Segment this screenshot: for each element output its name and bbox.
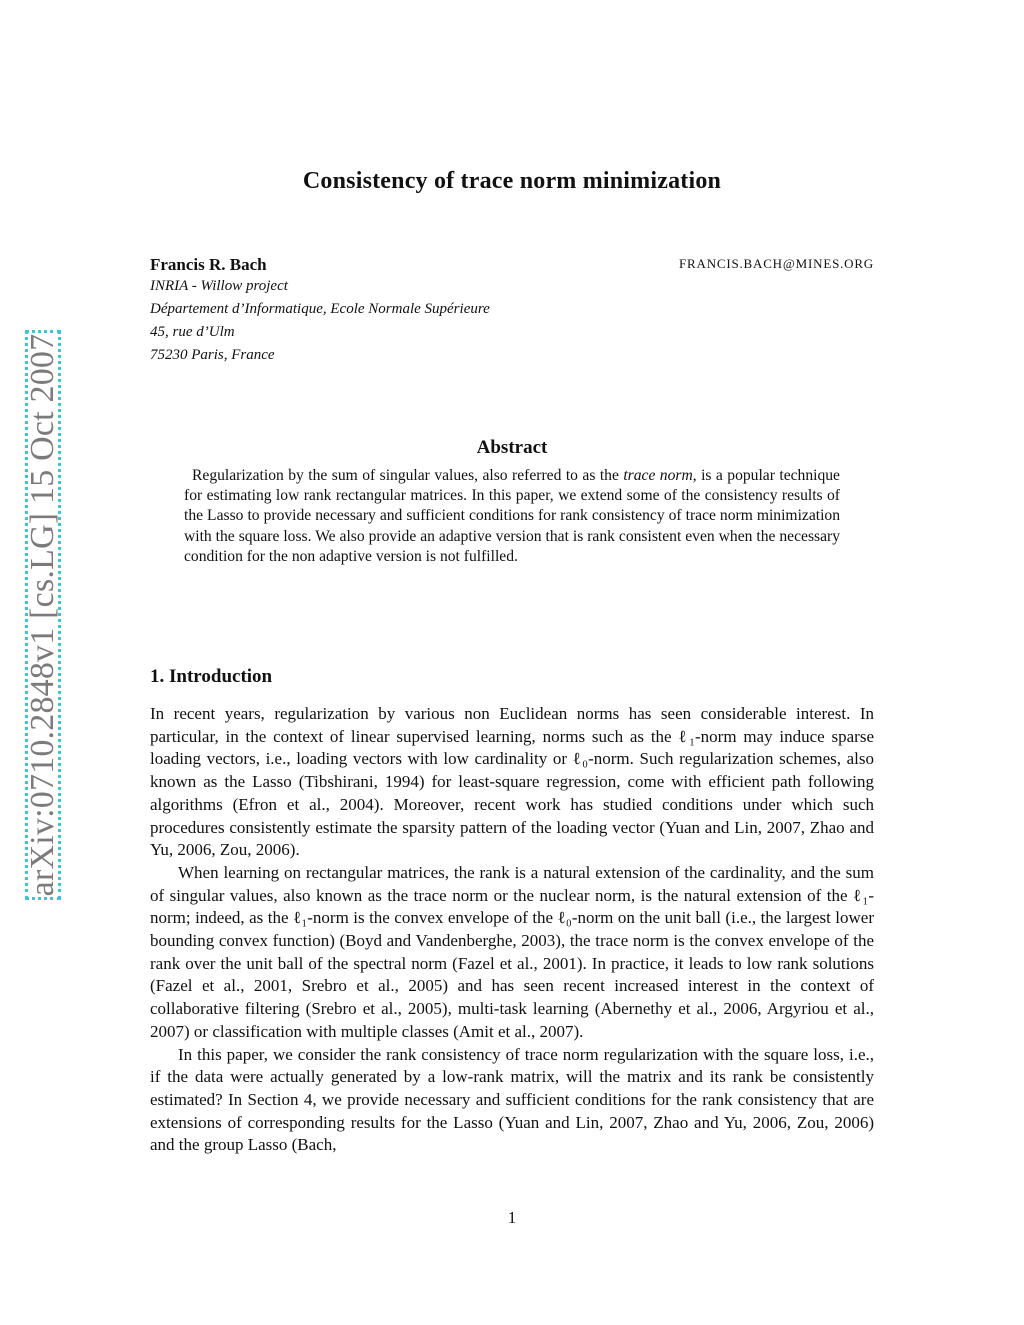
abstract-emphasis: trace norm (623, 467, 693, 484)
affiliation-line: Département d’Informatique, Ecole Normale Supérieure (150, 301, 490, 317)
author-block (150, 255, 874, 367)
arxiv-identifier: arXiv:0710.2848v1 [cs.LG] 15 Oct 2007 (24, 333, 61, 897)
intro-paragraph: In recent years, regularization by various non Euclidean norms has seen considerable interest. In particular, in the context of linear supervised learning, norms such as the ℓ₁-norm may induce sparse loading vectors, i.e., loading vectors with low cardinality or ℓ₀-norm. Such regularization schemes, also known as the Lasso (Tibshirani, 1994) for least-square regression, come with efficient path following algorithms (Efron et al., 2004). Moreover, recent work has studied conditions under which such procedures consistently estimate the sparsity pattern of the loading vector (Yuan and Lin, 2007, Zhao and Yu, 2006, Zou, 2006). (150, 704, 874, 860)
abstract-text-end: , is a popular technique for estimating low rank rectangular matrices. In this paper, we extend some of the consistency results of the Lasso to provide necessary and sufficient conditions for rank consistency of trace norm minimization with the square loss. We also provide an adaptive version that is rank consistent even when the necessary condition for the non adaptive version is not fulfilled. (184, 467, 840, 565)
page-number: 1 (507, 1208, 517, 1227)
author-name: Francis R. Bach (150, 255, 267, 274)
abstract-text-start: Regularization by the sum of singular values, also referred to as the (192, 467, 624, 484)
introduction-body (150, 703, 874, 1157)
affiliation-line: 45, rue d’Ulm (150, 324, 235, 340)
affiliation-line: INRIA - Willow project (150, 278, 288, 294)
abstract-body (184, 466, 840, 567)
abstract-heading: Abstract (476, 437, 548, 458)
author-email: FRANCIS.BACH@MINES.ORG (679, 256, 874, 271)
intro-paragraph: When learning on rectangular matrices, the rank is a natural extension of the cardinality, and the sum of singular values, also known as the trace norm or the nuclear norm, is the natural extension of the ℓ₁-norm; indeed, as the ℓ₁-norm is the convex envelope of the ℓ₀-norm on the unit ball (i.e., the largest lower bounding convex function) (Boyd and Vandenberghe, 2003), the trace norm is the convex envelope of the rank over the unit ball of the spectral norm (Fazel et al., 2001). In practice, it leads to low rank solutions (Fazel et al., 2001, Srebro et al., 2005) and has seen recent increased interest in the context of collaborative filtering (Srebro et al., 2005), multi-task learning (Abernethy et al., 2006, Argyriou et al., 2007) or classification with multiple classes (Amit et al., 2007). (150, 862, 874, 1041)
intro-paragraph: In this paper, we consider the rank consistency of trace norm regularization with the square loss, i.e., if the data were actually generated by a low-rank matrix, will the matrix and its rank be consistently estimated? In Section 4, we provide necessary and sufficient conditions for the rank consistency that are extensions of corresponding results for the Lasso (Yuan and Lin, 2007, Zhao and Yu, 2006, Zou, 2006) and the group Lasso (Bach, (150, 1044, 874, 1155)
section-heading: 1. Introduction (150, 666, 273, 687)
affiliation-line: 75230 Paris, France (150, 347, 275, 363)
paper-title: Consistency of trace norm minimization (302, 168, 722, 194)
